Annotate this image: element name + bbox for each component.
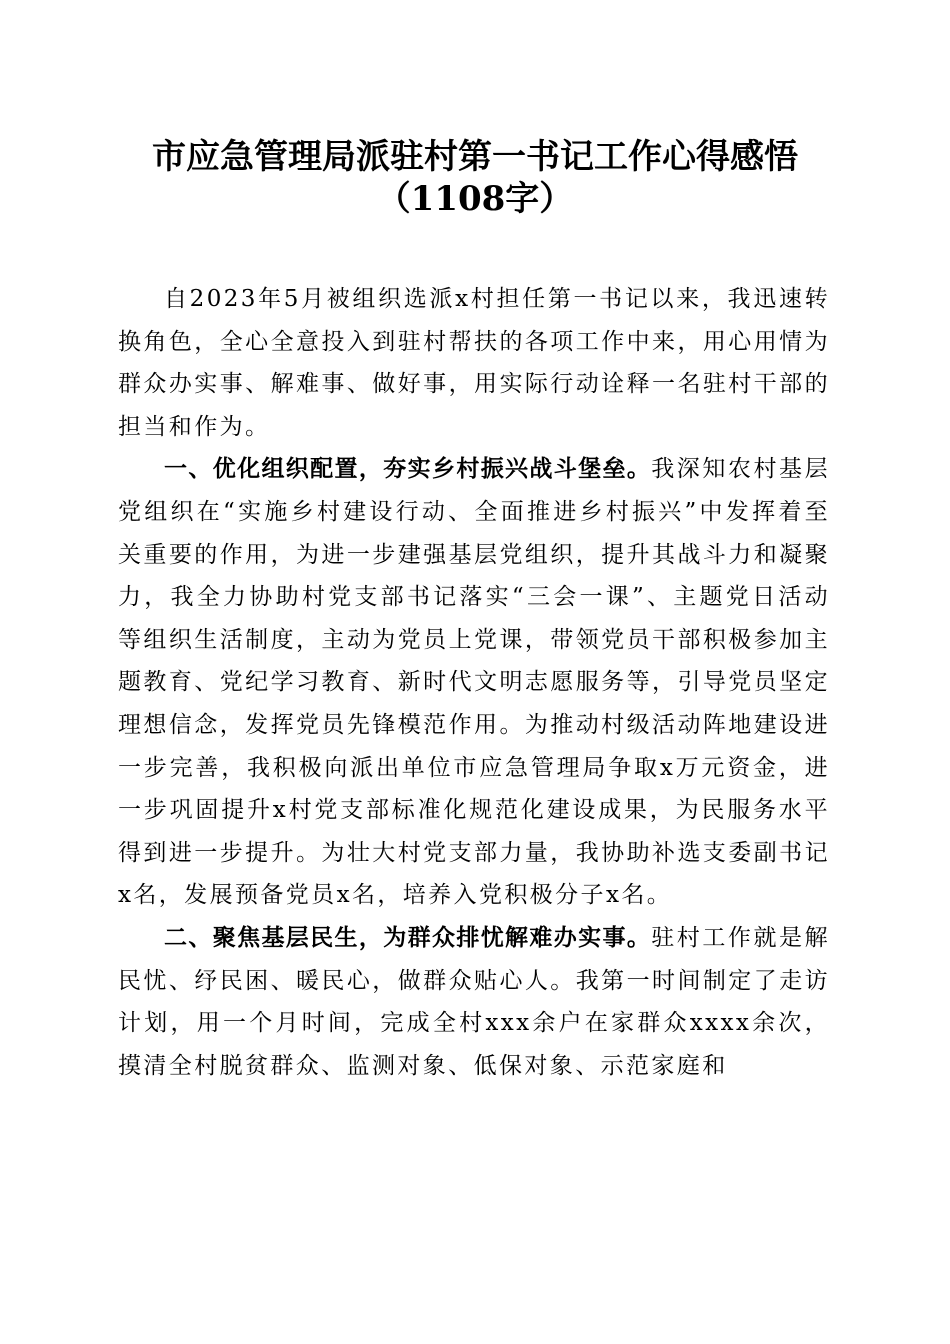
section-1-heading: 一、优化组织配置，夯实乡村振兴战斗堡垒。 — [164, 456, 652, 483]
paragraph-section-2 — [118, 917, 830, 1087]
document-body — [118, 278, 830, 1087]
paragraph-text: 自2023年5月被组织选派x村担任第一书记以来，我迅速转换角色，全心全意投入到驻村帮扶的各项工作中来，用心用情为群众办实事、解难事、做好事，用实际行动诠释一名驻村干部的担当和作为。 — [118, 286, 830, 440]
section-1-text: 我深知农村基层党组织在“实施乡村建设行动、全面推进乡村振兴”中发挥着至关重要的作用，为进一步建强基层党组织，提升其战斗力和凝聚力，我全力协助村党支部书记落实“三会一课”、主题党日活动等组织生活制度，主动为党员上党课，带领党员干部积极参加主题教育、党纪学习教育、新时代文明志愿服务等，引导党员坚定理想信念，发挥党员先锋模范作用。为推动村级活动阵地建设进一步完善，我积极向派出单位市应急管理局争取x万元资金，进一步巩固提升x村党支部标准化规范化建设成果，为民服务水平得到进一步提升。为壮大村党支部力量，我协助补选支委副书记x名，发展预备党员x名，培养入党积极分子x名。 — [118, 456, 831, 909]
paragraph-intro — [118, 278, 830, 448]
document-title — [0, 136, 950, 220]
title-word-count: （1108字） — [376, 179, 574, 219]
section-2-text: 驻村工作就是解民忧、纾民困、暖民心，做群众贴心人。我第一时间制定了走访计划，用一个月时间，完成全村xxx余户在家群众xxxx余次，摸清全村脱贫群众、监测对象、低保对象、示范家庭和 — [118, 924, 831, 1079]
title-main: 市应急管理局派驻村第一书记工作心得感悟 — [152, 137, 798, 177]
paragraph-section-1 — [118, 448, 830, 917]
section-2-heading: 二、聚焦基层民生，为群众排忧解难办实事。 — [164, 924, 652, 951]
